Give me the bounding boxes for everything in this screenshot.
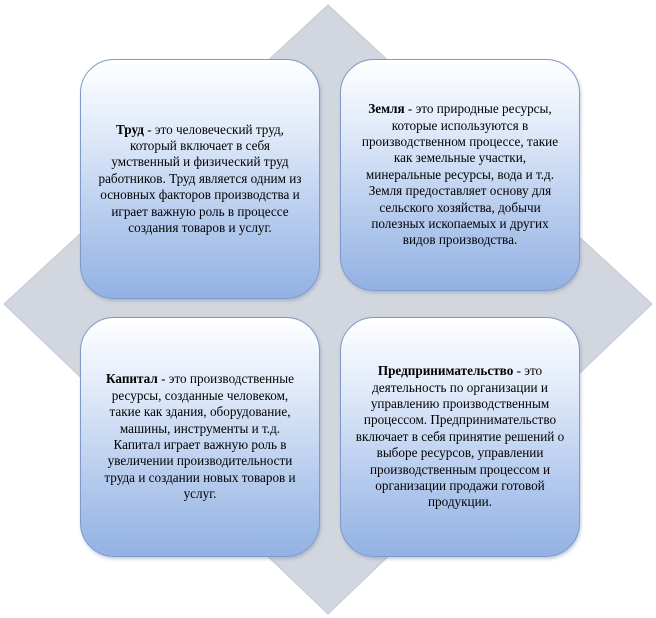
term-trud: Труд	[116, 121, 144, 137]
card-predprinimatelstvo	[340, 317, 580, 557]
term-zemlya: Земля	[368, 101, 405, 117]
definition-trud: - это человеческий труд, который включает в себя умственный и физический труд работников. Труд является одним из основных факторов производства и играет важную роль в процессе создания товаров и услуг.	[98, 121, 302, 236]
definition-kapital: - это производственные ресурсы, созданные человеком, такие как здания, оборудование, машины, инструменты и т.д. Капитал играет важную роль в увеличении производительности труда и создании новых товаров и услуг.	[104, 371, 296, 502]
card-trud	[80, 59, 320, 299]
card-zemlya	[340, 59, 580, 291]
card-kapital	[80, 317, 320, 557]
term-predprinimatelstvo: Предпринимательство	[377, 363, 514, 379]
definition-zemlya: - это природные ресурсы, которые используются в производственном процессе, такие как земельные участки, минеральные ресурсы, вода и т.д. Земля предоставляет основу для сельского хозяйства, добычи полезных ископаемых и других видов производства.	[361, 101, 559, 248]
term-kapital: Капитал	[106, 371, 158, 387]
definition-predprinimatelstvo: - это деятельность по организации и управлению производственным процессом. Предпринимательство включает в себя принятие решений о выборе ресурсов, управлении производственным процессом и организации продажи готовой продукции.	[355, 363, 565, 510]
